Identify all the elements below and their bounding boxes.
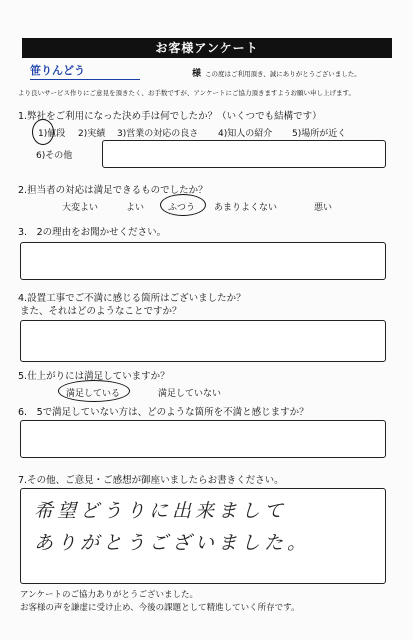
thanks-message — [192, 66, 361, 79]
q4-answer-field[interactable] — [20, 320, 386, 362]
survey-title-banner: お客様アンケート — [22, 38, 392, 58]
q1-option-2[interactable]: 2)実績 — [78, 129, 106, 139]
q6-question: 6. 5で満足していない方は、どのような箇所を不満と感じますか？ — [18, 407, 309, 418]
q1-option-3[interactable]: 3)営業の対応の良さ — [117, 129, 199, 139]
q1-selection-circle — [32, 119, 54, 145]
q1-option-1[interactable]: 1)値段 — [38, 129, 66, 139]
honorific: 様 — [192, 69, 202, 79]
footer-commitment: お客様の声を謙虚に受け止め、今後の課題として精進していく所存です。 — [20, 603, 300, 613]
q2-option-bad[interactable]: 悪い — [314, 203, 333, 213]
q2-selection-circle — [160, 194, 206, 216]
q1-option-5[interactable]: 5)場所が近く — [292, 129, 347, 139]
thanks-text: この度はご利用頂き、誠にありがとうございました。 — [205, 70, 361, 78]
q6-answer-field[interactable] — [20, 420, 386, 458]
q2-option-very-good[interactable]: 大変よい — [62, 203, 99, 213]
q5-selection-circle — [58, 380, 130, 402]
q2-question: 2.担当者の対応は満足できるものでしたか？ — [18, 185, 208, 196]
q7-question: 7.その他、ご意見・ご感想が御座いましたらお書きください。 — [18, 475, 284, 486]
q5-question: 5.仕上がりには満足していますか？ — [18, 371, 170, 382]
q1-other-field[interactable] — [102, 140, 386, 168]
q7-handwritten-line-1: 希望どうりに出来まして — [34, 500, 288, 522]
q2-option-normal[interactable]: ふつう — [168, 203, 196, 213]
q5-option-not-satisfied[interactable]: 満足していない — [158, 389, 222, 399]
q2-option-good[interactable]: よい — [126, 203, 145, 213]
q1-question: 1.弊社をご利用になった決め手は何でしたか？（いくつでも結構です） — [18, 111, 322, 122]
q4-question: 4.設置工事でご不満に感じる箇所はございましたか？ — [18, 293, 246, 304]
q5-option-satisfied[interactable]: 満足している — [66, 389, 121, 399]
intro-text: より良いサービス作りにご意見を頂きたく、お手数ですが、アンケートにご協力頂きますようお願い申し上げます。 — [18, 89, 355, 97]
q2-option-not-good[interactable]: あまりよくない — [214, 203, 278, 213]
q3-question: 3. 2の理由をお聞かせください。 — [18, 227, 167, 238]
footer-thanks: アンケートのご協力ありがとうございました。 — [20, 590, 198, 600]
q1-option-4[interactable]: 4)知人の紹介 — [218, 129, 273, 139]
q4-subquestion: また、それはどのようなことですか？ — [20, 306, 182, 317]
q1-other-label: 6)その他 — [36, 151, 73, 161]
q7-handwritten-line-2: ありがとうございました。 — [34, 532, 311, 554]
q3-answer-field[interactable] — [20, 242, 386, 280]
customer-name: 笹りんどう — [30, 62, 140, 80]
